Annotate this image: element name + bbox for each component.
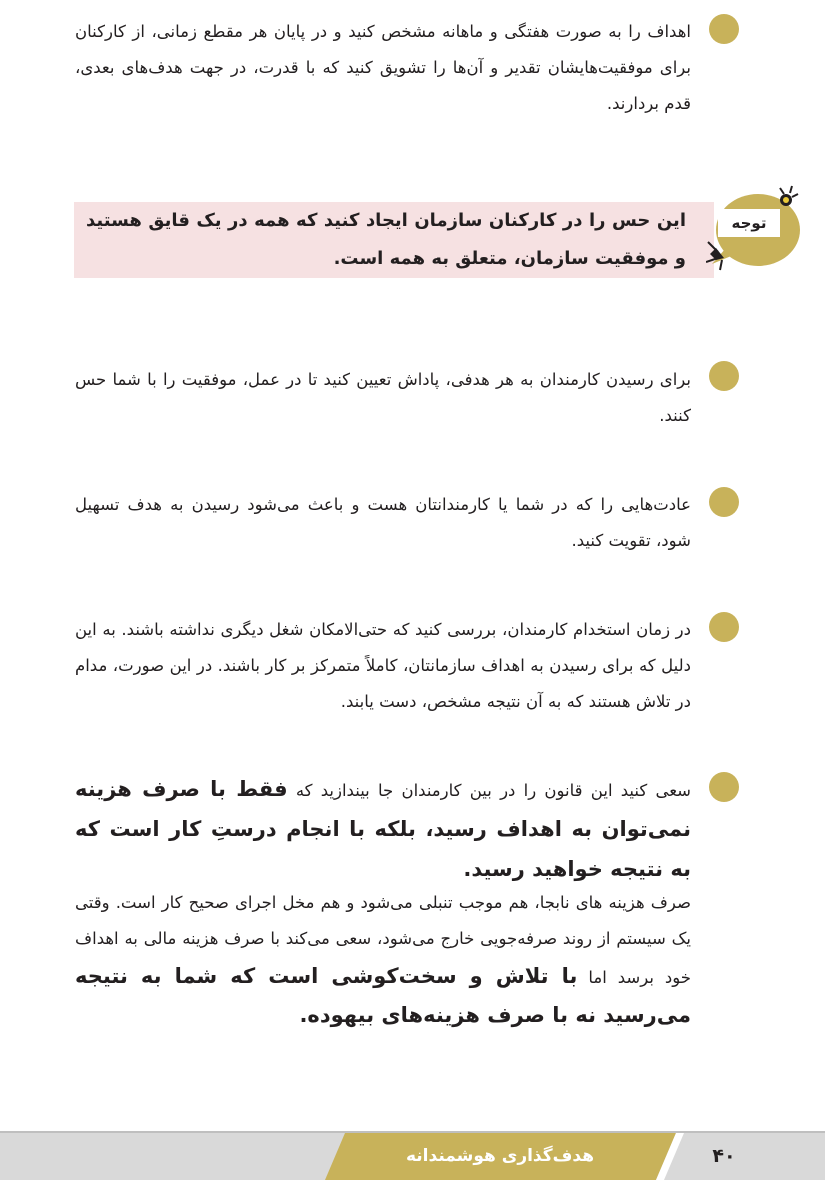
explanation-text: صرف هزینه های نابجا، هم موجب تنبلی می‌شود و هم مخل اجرای صحیح کار است. وقتی یک سیستم از روند صرفه‌جویی خارج می‌شود، سعی می‌کند با صرف هزینه مالی به اهداف خود برسد اما	[75, 893, 691, 987]
page-number: ۴۰	[712, 1145, 736, 1167]
note-text: این حس را در کارکنان سازمان ایجاد کنید که همه در یک قایق هستید و موفقیت سازمان، متعلق به همه است.	[86, 210, 686, 269]
list-item-text: اهداف را به صورت هفتگی و ماهانه مشخص کنید و در پایان هر مقطع زمانی، از کارکنان برای موفقیت‌هایشان تقدیر و آن‌ها را تشویق کنید که با قدرت، در جهت هدف‌های بعدی، قدم بردارند.	[75, 22, 691, 113]
bullet-dot-icon	[709, 361, 739, 391]
rule-intro: سعی کنید این قانون را در بین کارمندان جا بیندازید که	[287, 781, 691, 800]
rule-emphasis: فقط با صرف هزینه نمی‌توان به اهداف رسید، بلکه با انجام درستِ کار است که به نتیجه خواهید رسید.	[75, 777, 691, 881]
chapter-title: هدف‌گذاری هوشمندانه	[405, 1146, 594, 1166]
bullet-dot-icon	[709, 772, 739, 802]
explanation-paragraph	[75, 885, 691, 1035]
bullet-dot-icon	[709, 14, 739, 44]
note-label: توجه	[718, 209, 780, 237]
bullet-dot-icon	[709, 612, 739, 642]
list-item-text: در زمان استخدام کارمندان، بررسی کنید که حتی‌الامکان شغل دیگری نداشته باشند. به این دلیل که برای رسیدن به اهداف سازمانتان، کاملاً متمرکز بر کار باشند. در این صورت، مدام در تلاش هستند که به آن نتیجه مشخص، دست یابند.	[75, 620, 691, 711]
list-item-text: عادت‌هایی را که در شما یا کارمندانتان هست و باعث می‌شود رسیدن به هدف تسهیل شود، تقویت کنید.	[75, 495, 691, 550]
list-item-text: برای رسیدن کارمندان به هر هدفی، پاداش تعیین کنید تا در عمل، موفقیت را با شما حس کنند.	[75, 370, 691, 425]
bullet-dot-icon	[709, 487, 739, 517]
explanation-emphasis: با تلاش و سخت‌کوشی است که شما به نتیجه می‌رسید نه با صرف هزینه‌های بیهوده.	[75, 964, 691, 1027]
list-item-text	[75, 770, 691, 890]
